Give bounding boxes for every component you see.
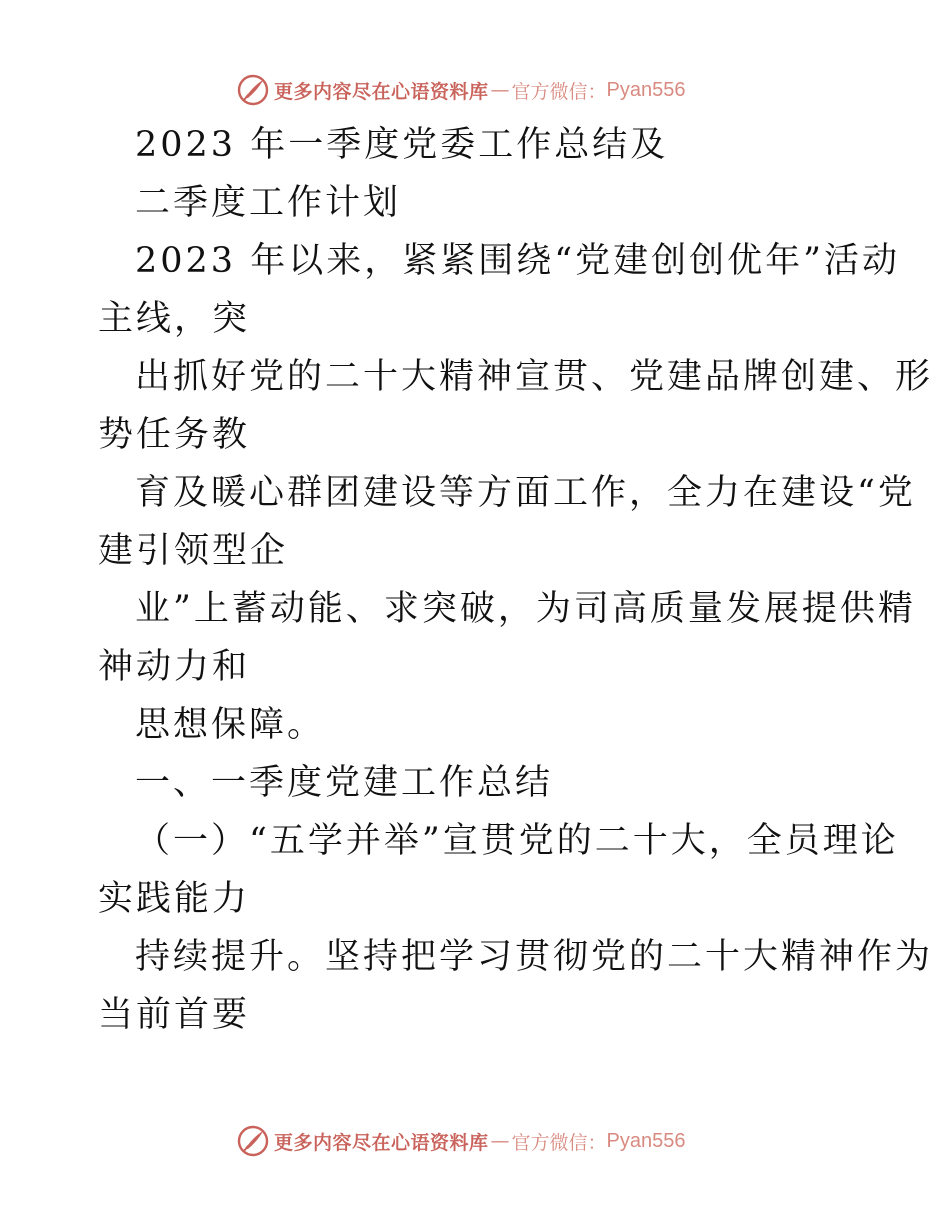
paragraph-line: 建引领型企 [98,531,289,571]
watermark-wechat-id: Pyan556 [606,1129,686,1152]
paragraph-line: 持续提升。坚持把学习贯彻党的二十大精神作为 [135,937,934,977]
paragraph-line: 势任务教 [98,415,251,455]
paragraph-line: 思想保障。 [135,705,326,745]
paragraph-line: 实践能力 [98,879,251,919]
watermark-wechat-label: 官方微信： [511,80,607,103]
quill-pen-logo-icon [236,1124,270,1158]
paragraph-line: 业”上蓄动能、求突破，为司高质量发展提供精 [135,589,916,629]
paragraph-line: 主线，突 [98,299,251,339]
watermark-text: 更多内容尽在心语资料库 [274,80,489,103]
paragraph-line: 神动力和 [98,647,251,687]
watermark-dash: — [490,1130,510,1152]
watermark-wechat-id: Pyan556 [606,78,686,101]
watermark-wechat-label: 官方微信： [511,1131,607,1154]
paragraph-line: 2023 年以来，紧紧围绕“党建创创优年”活动 [135,241,900,281]
section-heading: 一、一季度党建工作总结 [135,763,554,803]
paragraph-line: 育及暖心群团建设等方面工作，全力在建设“党 [135,473,916,513]
document-body [98,116,934,1044]
document-title-line-1: 2023 年一季度党委工作总结及 [135,125,669,165]
document-title-line-2: 二季度工作计划 [135,183,402,223]
footer-watermark [236,1124,686,1158]
paragraph-line: 出抓好党的二十大精神宣贯、党建品牌创建、形 [135,357,934,397]
watermark-text: 更多内容尽在心语资料库 [274,1131,489,1154]
quill-pen-logo-icon [236,73,270,107]
paragraph-line: 当前首要 [98,995,251,1035]
watermark-dash: — [490,79,510,101]
header-watermark [236,73,686,107]
subsection-heading: （一）“五学并举”宣贯党的二十大，全员理论 [135,821,899,861]
